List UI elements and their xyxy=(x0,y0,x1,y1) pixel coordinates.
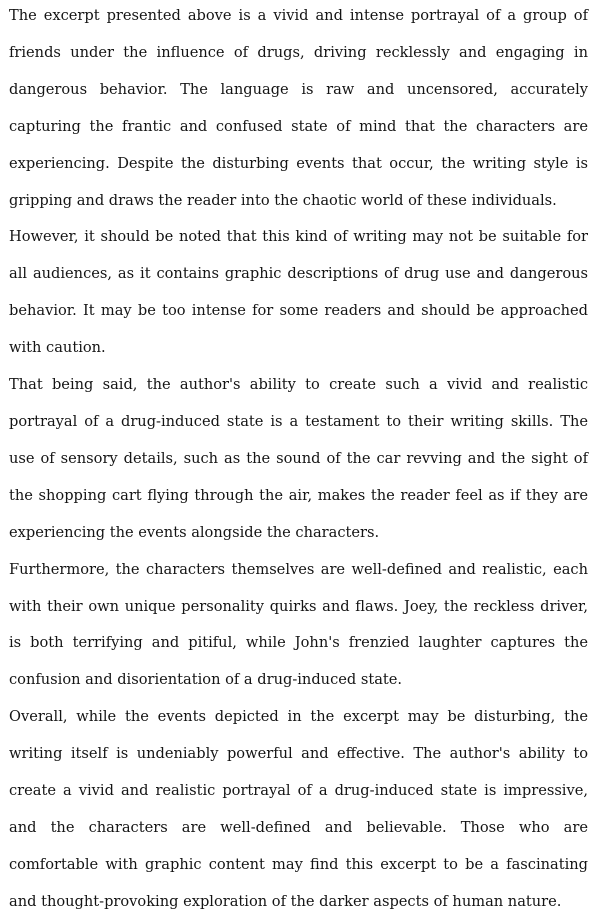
paragraph-5: Overall, while the events depicted in the excerpt may be disturbing, the writing itself is undeniably powerful and effective. The author's ability to create a vivid and realistic portrayal of a drug-induced state is impressive, and the characters are well-defined and believable. Those who are comfortable with graphic content may find this excerpt to be a fascinating and thought-provoking exploration of the darker aspects of human nature. xyxy=(9,708,588,910)
paragraph-3: That being said, the author's ability to create such a vivid and realistic portrayal of a drug-induced state is a testament to their writing skills. The use of sensory details, such as the sound of the car revving and the sight of the shopping cart flying through the air, makes the reader feel as if they are experiencing the events alongside the characters. xyxy=(9,376,588,541)
paragraph-1: The excerpt presented above is a vivid and intense portrayal of a group of friends under the influence of drugs, driving recklessly and engaging in dangerous behavior. The language is raw and uncensored, accurately capturing the frantic and confused state of mind that the characters are experiencing. Despite the disturbing events that occur, the writing style is gripping and draws the reader into the chaotic world of these individuals. xyxy=(9,7,588,209)
paragraph-4: Furthermore, the characters themselves are well-defined and realistic, each with their own unique personality quirks and flaws. Joey, the reckless driver, is both terrifying and pitiful, while John's frenzied laughter captures the confusion and disorientation of a drug-induced state. xyxy=(9,560,588,689)
paragraph-2: However, it should be noted that this kind of writing may not be suitable for all audiences, as it contains graphic descriptions of drug use and dangerous behavior. It may be too intense for some readers and should be approached with caution. xyxy=(9,228,588,357)
